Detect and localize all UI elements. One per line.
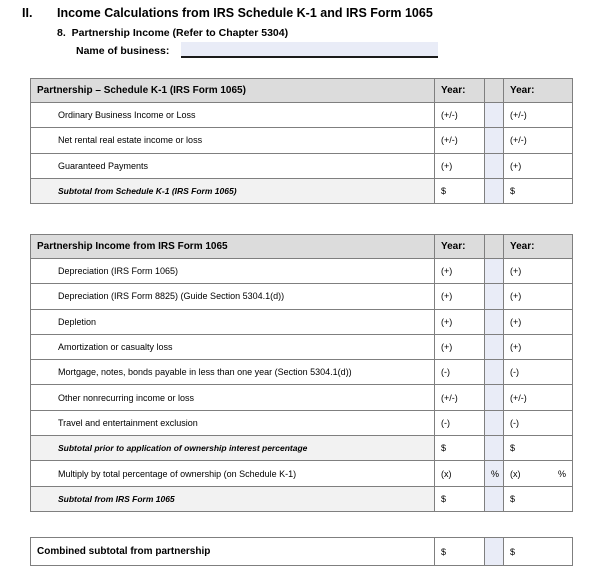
schedule-k1-table [30,78,573,204]
year1-input[interactable] [485,436,504,461]
year1-input[interactable] [485,103,504,128]
row-label: Travel and entertainment exclusion [31,410,435,435]
year1-input[interactable] [485,410,504,435]
row-label: Other nonrecurring income or loss [31,385,435,410]
year1-header[interactable]: Year: [435,79,485,103]
row-label: Subtotal from Schedule K-1 (IRS Form 1065) [31,178,435,203]
table-row [31,334,573,359]
year1-header-fill[interactable] [485,79,504,103]
year1-input[interactable] [485,309,504,334]
year2-cell[interactable]: (+) [504,334,573,359]
year2-cell[interactable]: $ [504,486,573,511]
year1-cell[interactable]: $ [435,178,485,203]
table-row [31,103,573,128]
row-label: Depreciation (IRS Form 1065) [31,259,435,284]
year1-cell[interactable]: (+/-) [435,385,485,410]
year2-cell[interactable]: $ [504,436,573,461]
year1-input[interactable] [485,385,504,410]
year2-cell[interactable]: (-) [504,360,573,385]
year1-cell[interactable]: (+) [435,153,485,178]
year2-percent-sign: % [557,468,566,479]
table-row [31,153,573,178]
combined-subtotal-row [31,538,573,566]
section-number: II. [22,6,33,20]
table-header-title: Partnership – Schedule K-1 (IRS Form 1065) [31,79,435,103]
business-name-label: Name of business: [76,45,170,57]
business-name-field[interactable] [181,42,438,56]
subtotal-row [31,436,573,461]
year2-cell[interactable]: (-) [504,410,573,435]
year2-cell[interactable]: $ [504,178,573,203]
business-name-underline [181,56,438,58]
year1-input[interactable] [485,334,504,359]
year2-cell[interactable] [504,461,573,486]
year1-cell[interactable]: (+) [435,284,485,309]
year1-cell[interactable]: (+) [435,309,485,334]
row-label: Guaranteed Payments [31,153,435,178]
year2-cell[interactable]: (+) [504,309,573,334]
row-label: Subtotal from IRS Form 1065 [31,486,435,511]
row-label: Mortgage, notes, bonds payable in less than one year (Section 5304.1(d)) [31,360,435,385]
subsection-heading [57,27,288,39]
subsection-title: Partnership Income (Refer to Chapter 5304) [71,27,289,39]
year2-multiplier: (x) [510,468,521,479]
table-row [31,309,573,334]
year2-cell[interactable]: (+) [504,153,573,178]
combined-subtotal-table [30,537,573,566]
year2-cell[interactable]: (+) [504,284,573,309]
year1-cell[interactable]: (-) [435,410,485,435]
row-label: Ordinary Business Income or Loss [31,103,435,128]
year1-percent-sign[interactable]: % [485,461,504,486]
year1-input[interactable] [485,178,504,203]
row-label: Amortization or casualty loss [31,334,435,359]
year1-input[interactable] [485,284,504,309]
year1-input[interactable] [485,153,504,178]
row-label: Depreciation (IRS Form 8825) (Guide Section 5304.1(d)) [31,284,435,309]
year1-input[interactable] [485,486,504,511]
year1-cell[interactable]: (+/-) [435,103,485,128]
row-label: Net rental real estate income or loss [31,128,435,153]
year1-cell[interactable]: (x) [435,461,485,486]
year1-input[interactable] [485,360,504,385]
table-row [31,259,573,284]
year2-header[interactable]: Year: [504,235,573,259]
row-label: Depletion [31,309,435,334]
year1-cell[interactable]: (+/-) [435,128,485,153]
table-header-row [31,235,573,259]
year1-cell[interactable]: $ [435,538,485,566]
year1-input[interactable] [485,259,504,284]
table-row [31,385,573,410]
section-heading [22,6,433,20]
row-label: Subtotal prior to application of ownership interest percentage [31,436,435,461]
year1-header-fill[interactable] [485,235,504,259]
year2-cell[interactable]: $ [504,538,573,566]
year1-input[interactable] [485,538,504,566]
year1-cell[interactable]: (-) [435,360,485,385]
year1-input[interactable] [485,128,504,153]
table-row [31,410,573,435]
subtotal-row [31,178,573,203]
year1-cell[interactable]: (+) [435,334,485,359]
year2-cell[interactable]: (+/-) [504,128,573,153]
year1-header[interactable]: Year: [435,235,485,259]
year1-cell[interactable]: $ [435,436,485,461]
subtotal-row [31,486,573,511]
table-row [31,284,573,309]
table-row [31,128,573,153]
subsection-number: 8. [57,27,66,39]
row-label: Multiply by total percentage of ownership (on Schedule K-1) [31,461,435,486]
combined-subtotal-label: Combined subtotal from partnership [31,538,435,566]
year2-cell[interactable]: (+/-) [504,385,573,410]
year2-cell[interactable]: (+) [504,259,573,284]
section-title: Income Calculations from IRS Schedule K-1 and IRS Form 1065 [57,6,433,20]
percentage-row [31,461,573,486]
year1-cell[interactable]: (+) [435,259,485,284]
year2-header[interactable]: Year: [504,79,573,103]
table-row [31,360,573,385]
table-header-row [31,79,573,103]
year1-cell[interactable]: $ [435,486,485,511]
year2-cell[interactable]: (+/-) [504,103,573,128]
table-header-title: Partnership Income from IRS Form 1065 [31,235,435,259]
form-1065-table [30,234,573,512]
